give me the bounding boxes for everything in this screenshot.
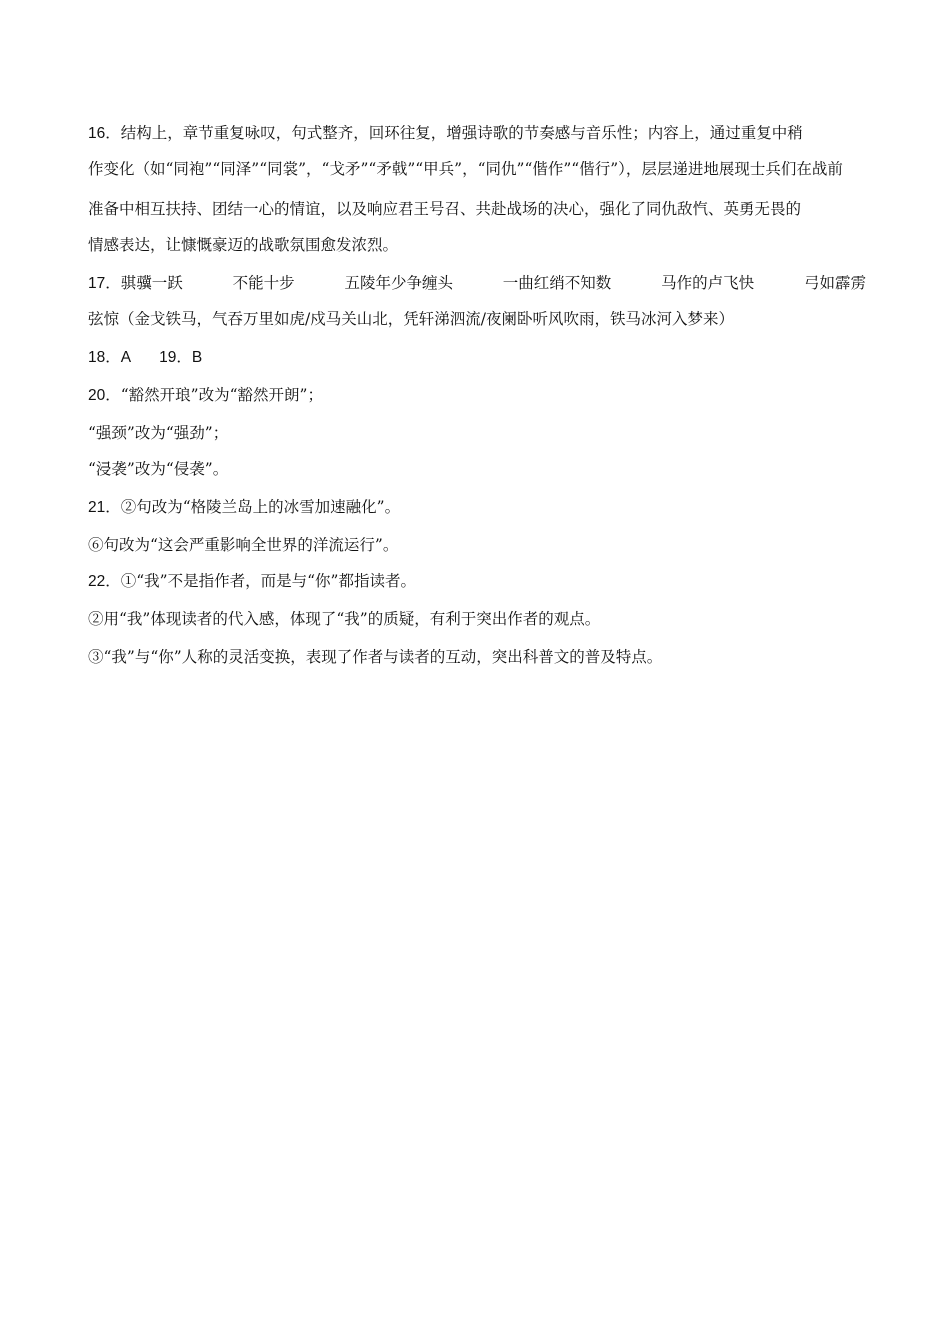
- question-number-21: 21．: [88, 499, 121, 516]
- answer-16-line-3: 准备中相互扶持、团结一心的情谊，以及响应君王号召、共赴战场的决心，强化了同仇敌忾、英勇无畏的: [88, 200, 802, 218]
- answer-22-line-2: ②用“我”体现读者的代入感，体现了“我”的质疑，有利于突出作者的观点。: [88, 610, 601, 628]
- answer-22-line-1: 22．①“我”不是指作者，而是与“你”都指读者。: [88, 572, 416, 590]
- answer-19-choice: B: [191, 349, 203, 366]
- answer-16-line-2: 作变化（如“同袍”“同泽”“同裳”，“戈矛”“矛戟”“甲兵”，“同仇”“偕作”“偕行”），层层递进地展现士兵们在战前: [88, 160, 843, 178]
- answer-20-line-2: “强颈”改为“强劲”；: [88, 424, 229, 442]
- answer-18-19: [88, 347, 202, 368]
- answer-17-item-3: 五陵年少争缠头: [344, 274, 453, 292]
- answer-17-line-1: [88, 273, 866, 294]
- answer-17-item-4: 一曲红绡不知数: [502, 274, 612, 292]
- answer-17-item-6: 弓如霹雳: [803, 274, 866, 292]
- answer-17-item-2: 不能十步: [232, 274, 295, 292]
- answer-21-line-2: ⑥句改为“这会严重影响全世界的洋流运行”。: [88, 536, 399, 554]
- question-number-16: 16．: [88, 125, 121, 142]
- answer-20-line-3: “浸袭”改为“侵袭”。: [88, 460, 229, 478]
- answer-17-line-2: 弦惊（金戈铁马，气吞万里如虎/戍马关山北，凭轩涕泗流/夜阑卧听风吹雨，铁马冰河入梦来）: [88, 310, 734, 328]
- question-number-18: 18．: [88, 349, 121, 366]
- answer-21-line-1: 21．②句改为“格陵兰岛上的冰雪加速融化”。: [88, 498, 401, 516]
- question-number-22: 22．: [88, 573, 121, 590]
- answer-20-line-1: 20．“豁然开琅”改为“豁然开朗”；: [88, 386, 323, 404]
- answer-16-line-1: 16．结构上，章节重复咏叹，句式整齐，回环往复，增强诗歌的节奏感与音乐性；内容上，通过重复中稍: [88, 124, 803, 142]
- answer-17-item-5: 马作的卢飞快: [661, 274, 755, 292]
- question-number-20: 20．: [88, 387, 121, 404]
- answer-16-line-4: 情感表达，让慷慨豪迈的战歌氛围愈发浓烈。: [88, 236, 399, 254]
- answer-22-line-3: ③“我”与“你”人称的灵活变换，表现了作者与读者的互动，突出科普文的普及特点。: [88, 648, 663, 666]
- question-number-17: 17．: [88, 275, 121, 292]
- answer-18-choice: A: [120, 349, 132, 366]
- question-number-19: 19．: [159, 349, 192, 366]
- answer-17-item-1: 骐骥一跃: [120, 274, 183, 292]
